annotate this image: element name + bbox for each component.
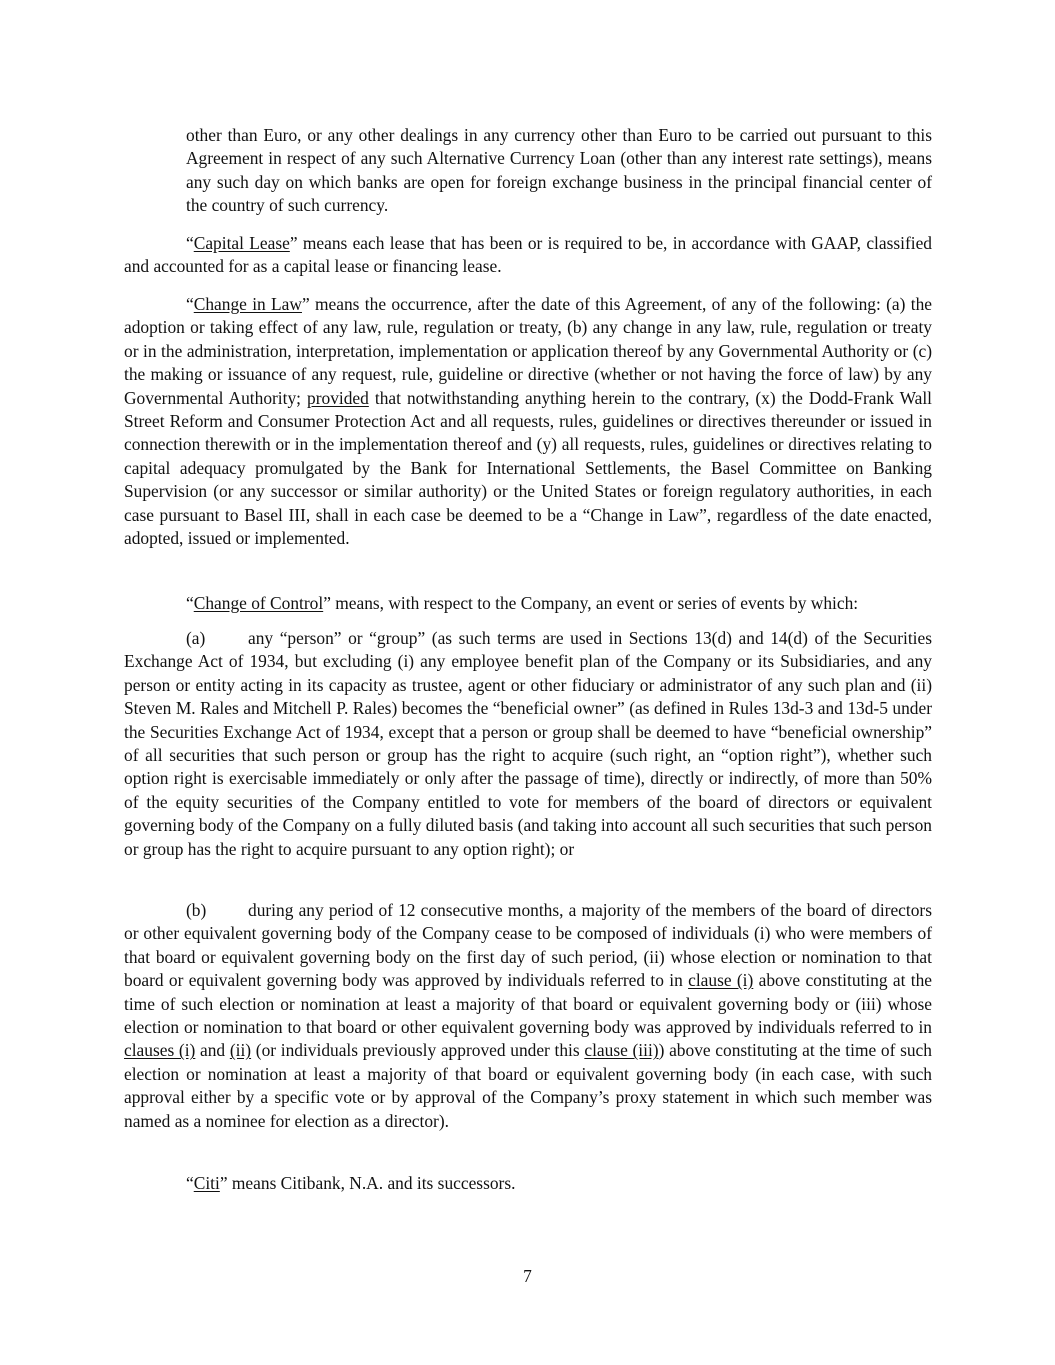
definition-capital-lease [124,232,932,279]
clause-reference: clause (iii) [584,1040,659,1061]
defined-term: Capital Lease [193,233,290,253]
continuation-paragraph [186,124,932,218]
clause-label: (b) [186,900,207,920]
defined-term: Citi [193,1173,220,1193]
definition-text-continued: that notwithstanding anything herein to the contrary, (x) the Dodd-Frank Wall Street Reform and Consumer Protection Act and all requests, rules, guidelines or directives thereunder or issued in connection therewith or in the implementation thereof and (y) all requests, rules, guidelines or directives relating to capital adequacy promulgated by the Bank for International Settlements, the Basel Committee on Banking Supervision (or any successor or similar authority) or the United States or foreign regulatory authorities, in each case pursuant to Basel III, shall in each case be deemed to be a “Change in Law”, regardless of the date enacted, adopted, issued or implemented. [124,387,932,549]
definition-text: ” means Citibank, N.A. and its successors. [219,1173,516,1193]
definition-change-in-law [124,293,932,550]
clause-text: above constituting at the time of such election or nomination at least a majority of that board or equivalent governing body or (iii) whose election or nomination to that board or other equivalent governing body was approved by individuals referred to in [124,970,933,1038]
defined-term: Change in Law [193,294,302,314]
clause-text: ) above constituting at the time of such election or nomination at least a majority of that board or equivalent governing body (in each case, with such approval either by a specific vote or by approval of the Company’s proxy statement in which such member was named as a nominee for election as a director). [124,1040,932,1131]
page-number: 7 [523,1266,532,1286]
clause-reference: clauses (i) [124,1040,196,1061]
clause-text: (or individuals previously approved under this [251,1040,585,1061]
clause-a [124,627,932,861]
definition-text: ” means, with respect to the Company, an event or series of events by which: [323,593,859,613]
open-quote: “ [186,1173,194,1193]
open-quote: “ [186,294,194,314]
clause-text: any “person” or “group” (as such terms are used in Sections 13(d) and 14(d) of the Securities Exchange Act of 1934, but excluding (i) any employee benefit plan of the Company or its Subsidiaries, and any person or entity acting in its capacity as trustee, agent or other fiduciary or administrator of any such plan and (ii) Steven M. Rales and Mitchell P. Rales) becomes the “beneficial owner” (as defined in Rules 13d-3 and 13d-5 under the Securities Exchange Act of 1934, except that a person or group shall be deemed to have “beneficial ownership” of all securities that such person or group has the right to acquire (such right, an “option right”), whether such option right is exercisable immediately or only after the passage of time), directly or indirectly, of more than 50% of the equity securities of the Company entitled to vote for members of the board of directors or equivalent governing body of the Company on a fully diluted basis (and taking into account all such securities that such person or group has the right to acquire pursuant to any option right); or [124,628,932,859]
clause-reference: (ii) [229,1040,252,1061]
definition-change-of-control [124,592,932,615]
proviso-term: provided [307,387,369,408]
clause-b [124,899,932,1133]
definition-text: ” means the occurrence, after the date of this Agreement, of any of the following: (a) the adoption or taking effect of any law, rule, regulation or treaty, (b) any change in any law, rule, regulation or treaty or in the administration, interpretation, implementation or application thereof by any Governmental Authority or (c) the making or issuance of any request, rule, guideline or directive (whether or not having the force of law) by any Governmental Authority; [124,294,933,408]
open-quote: “ [186,233,194,253]
clause-text: during any period of 12 consecutive months, a majority of the members of the board of directors or other equivalent governing body of the Company cease to be composed of individuals (i) who were members of that board or equivalent governing body on the first day of such period, (ii) whose election or nomination to that board or equivalent governing body was approved by individuals referred to in [124,900,932,991]
definition-text: ” means each lease that has been or is required to be, in accordance with GAAP, classified and accounted for as a capital lease or financing lease. [124,233,933,277]
open-quote: “ [186,593,194,613]
clause-label: (a) [186,628,206,648]
definition-citi [124,1172,932,1195]
continuation-text: other than Euro, or any other dealings in any currency other than Euro to be carried out pursuant to this Agreement in respect of any such Alternative Currency Loan (other than any interest rate settings), means any such day on which banks are open for foreign exchange business in the principal financial center of the country of such currency. [186,125,932,216]
clause-text: and [195,1040,230,1061]
defined-term: Change of Control [193,593,324,613]
clause-reference: clause (i) [688,970,754,991]
